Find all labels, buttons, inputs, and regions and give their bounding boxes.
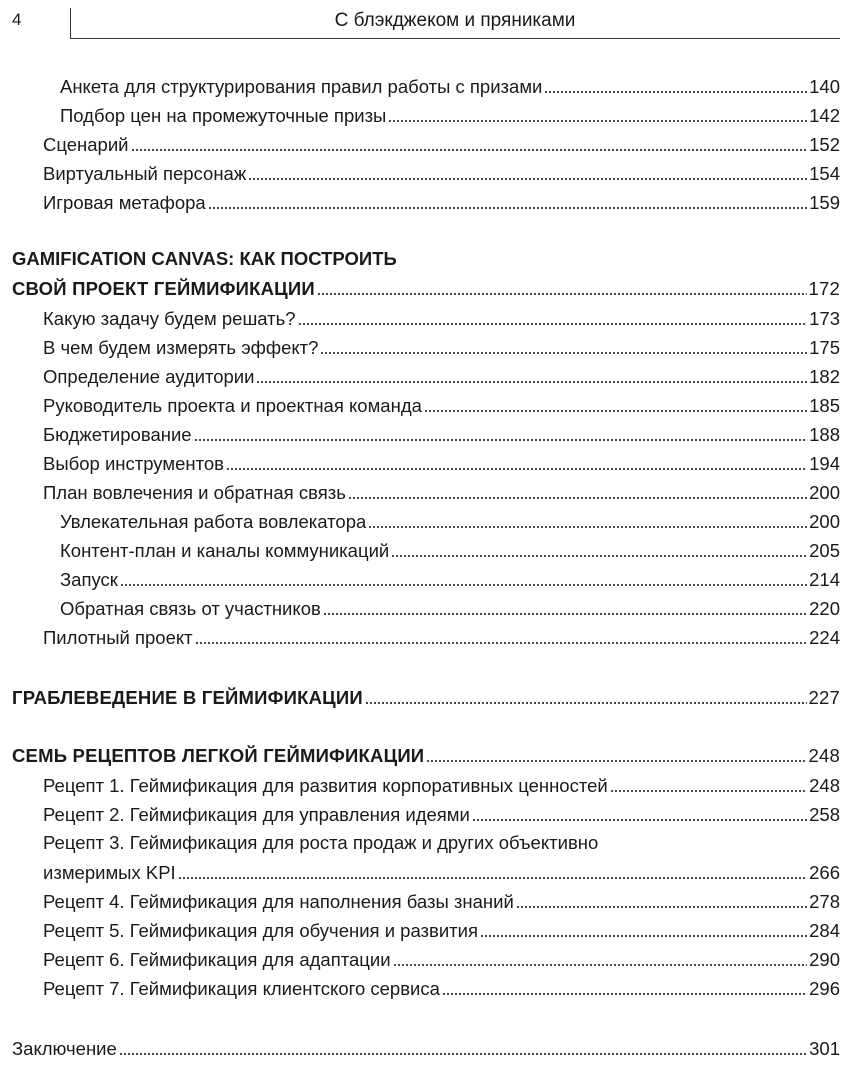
toc-entry[interactable]: [60, 97, 840, 127]
toc-entry-title: Заключение: [12, 1038, 117, 1059]
toc-entry-title: Бюджетирование: [43, 424, 192, 445]
toc-entry-title: Обратная связь от участников: [60, 598, 321, 619]
leader-dots: [544, 91, 807, 93]
toc-entry[interactable]: [60, 503, 840, 533]
toc-entry[interactable]: [43, 883, 840, 913]
toc-entry[interactable]: [43, 912, 840, 942]
toc-chapter[interactable]: [12, 679, 840, 709]
leader-dots: [480, 935, 807, 937]
toc-entry-page: 188: [809, 424, 840, 445]
toc-entry-page: 248: [809, 775, 840, 796]
header-horizontal-rule: [70, 38, 840, 39]
toc-entry[interactable]: [43, 329, 840, 359]
leader-dots: [393, 964, 808, 966]
toc-entry-page: 220: [809, 598, 840, 619]
leader-dots: [178, 877, 807, 879]
toc-entry-title: Игровая метафора: [43, 192, 206, 213]
toc-entry[interactable]: [43, 184, 840, 214]
leader-dots: [195, 642, 807, 644]
toc-entry-title: измеримых KPI: [43, 862, 176, 883]
toc-entry-title: СЕМЬ РЕЦЕПТОВ ЛЕГКОЙ ГЕЙМИФИКАЦИИ: [12, 745, 425, 766]
leader-dots: [424, 410, 807, 412]
leader-dots: [131, 149, 808, 151]
toc-entry-title: Контент-план и каналы коммуникаций: [60, 540, 390, 561]
toc-entry-title: Сценарий: [43, 134, 129, 155]
leader-dots: [120, 584, 807, 586]
toc-entry[interactable]: [43, 767, 840, 797]
toc-entry-title: Какую задачу будем решать?: [43, 308, 296, 329]
leader-dots: [368, 526, 807, 528]
toc-entry-page: 290: [809, 949, 840, 970]
toc-entry[interactable]: [43, 300, 840, 330]
toc-entry[interactable]: [43, 445, 840, 475]
leader-dots: [317, 293, 807, 295]
toc-entry-title: Рецепт 2. Геймификация для управления идеями: [43, 804, 470, 825]
leader-dots: [320, 352, 807, 354]
toc-entry-title: Руководитель проекта и проектная команда: [43, 395, 422, 416]
chapter-title-line1[interactable]: GAMIFICATION CANVAS: КАК ПОСТРОИТЬ: [12, 248, 397, 269]
toc-entry-title: СВОЙ ПРОЕКТ ГЕЙМИФИКАЦИИ: [12, 278, 315, 299]
toc-entry-title: Определение аудитории: [43, 366, 255, 387]
toc-entry[interactable]: [43, 358, 840, 388]
page-number: 4: [12, 10, 22, 29]
toc-entry[interactable]: [43, 416, 840, 446]
toc-entry-page: 159: [809, 192, 840, 213]
leader-dots: [208, 207, 807, 209]
page-header: [0, 0, 852, 40]
toc-entry[interactable]: [12, 1030, 840, 1060]
leader-dots: [610, 790, 807, 792]
toc-entry-page: 173: [809, 308, 840, 329]
toc-entry-title: Рецепт 5. Геймификация для обучения и развития: [43, 920, 479, 941]
toc-entry-title: ГРАБЛЕВЕДЕНИЕ В ГЕЙМИФИКАЦИИ: [12, 687, 363, 708]
leader-dots: [226, 468, 807, 470]
toc-entry-title: Увлекательная работа вовлекатора: [60, 511, 367, 532]
toc-entry[interactable]: [60, 590, 840, 620]
toc-entry-title: Запуск: [60, 569, 118, 590]
toc-entry-title: Виртуальный персонаж: [43, 163, 247, 184]
leader-dots: [388, 120, 807, 122]
leader-dots: [256, 381, 807, 383]
leader-dots: [426, 760, 806, 762]
toc-entry-page: 227: [808, 687, 840, 708]
toc-entry-page: 301: [809, 1038, 840, 1059]
toc-entry-title: Рецепт 7. Геймификация клиентского сервиса: [43, 978, 440, 999]
toc-entry[interactable]: [43, 970, 840, 1000]
toc-entry-page: 175: [809, 337, 840, 358]
leader-dots: [391, 555, 807, 557]
toc-entry-title: В чем будем измерять эффект?: [43, 337, 319, 358]
toc-entry-title: Подбор цен на промежуточные призы: [60, 105, 387, 126]
toc-entry-title: Рецепт 4. Геймификация для наполнения базы знаний: [43, 891, 514, 912]
leader-dots: [248, 178, 807, 180]
toc-entry[interactable]: [43, 155, 840, 185]
toc-entry-page: 266: [809, 862, 840, 883]
toc-entry-title: Рецепт 1. Геймификация для развития корпоративных ценностей: [43, 775, 608, 796]
toc-entry-page: 200: [809, 482, 840, 503]
toc-entry[interactable]: [43, 474, 840, 504]
toc-entry-page: 258: [809, 804, 840, 825]
leader-dots: [348, 497, 807, 499]
toc-entry-title: Выбор инструментов: [43, 453, 224, 474]
toc-entry[interactable]: [43, 387, 840, 417]
toc-entry-page: 140: [809, 76, 840, 97]
toc-entry-page: 152: [809, 134, 840, 155]
toc-entry-page: 284: [809, 920, 840, 941]
toc-entry-page: 214: [809, 569, 840, 590]
toc-entry-page: 205: [809, 540, 840, 561]
toc-entry-title: Пилотный проект: [43, 627, 193, 648]
toc-entry-title-line1[interactable]: Рецепт 3. Геймификация для роста продаж и других объективно: [43, 832, 599, 853]
toc-entry-page: 224: [809, 627, 840, 648]
leader-dots: [323, 613, 807, 615]
toc-entry[interactable]: [43, 619, 840, 649]
toc-chapter[interactable]: [12, 270, 840, 300]
toc-chapter[interactable]: [12, 737, 840, 767]
toc-entry[interactable]: [43, 854, 840, 884]
toc-entry-page: 185: [809, 395, 840, 416]
toc-entry[interactable]: [43, 941, 840, 971]
toc-entry-page: 278: [809, 891, 840, 912]
toc-entry-page: 142: [809, 105, 840, 126]
toc-entry-page: 194: [809, 453, 840, 474]
running-title: С блэкджеком и пряниками: [334, 10, 576, 31]
leader-dots: [472, 819, 807, 821]
toc-entry-page: 172: [808, 278, 840, 299]
toc-entry[interactable]: [60, 68, 840, 98]
leader-dots: [298, 323, 808, 325]
leader-dots: [119, 1053, 807, 1055]
leader-dots: [194, 439, 808, 441]
toc-entry-page: 154: [809, 163, 840, 184]
toc-entry-page: 182: [809, 366, 840, 387]
toc-entry-title: Рецепт 6. Геймификация для адаптации: [43, 949, 391, 970]
toc-entry-page: 296: [809, 978, 840, 999]
toc-entry[interactable]: [60, 532, 840, 562]
toc-entry-title: План вовлечения и обратная связь: [43, 482, 346, 503]
leader-dots: [365, 702, 807, 704]
leader-dots: [516, 906, 807, 908]
toc-entry-page: 200: [809, 511, 840, 532]
toc-entry[interactable]: [43, 126, 840, 156]
leader-dots: [442, 993, 807, 995]
toc-entry[interactable]: [60, 561, 840, 591]
toc-entry-page: 248: [808, 745, 840, 766]
toc-entry[interactable]: [43, 796, 840, 826]
toc-entry-title: Анкета для структурирования правил работы с призами: [60, 76, 543, 97]
